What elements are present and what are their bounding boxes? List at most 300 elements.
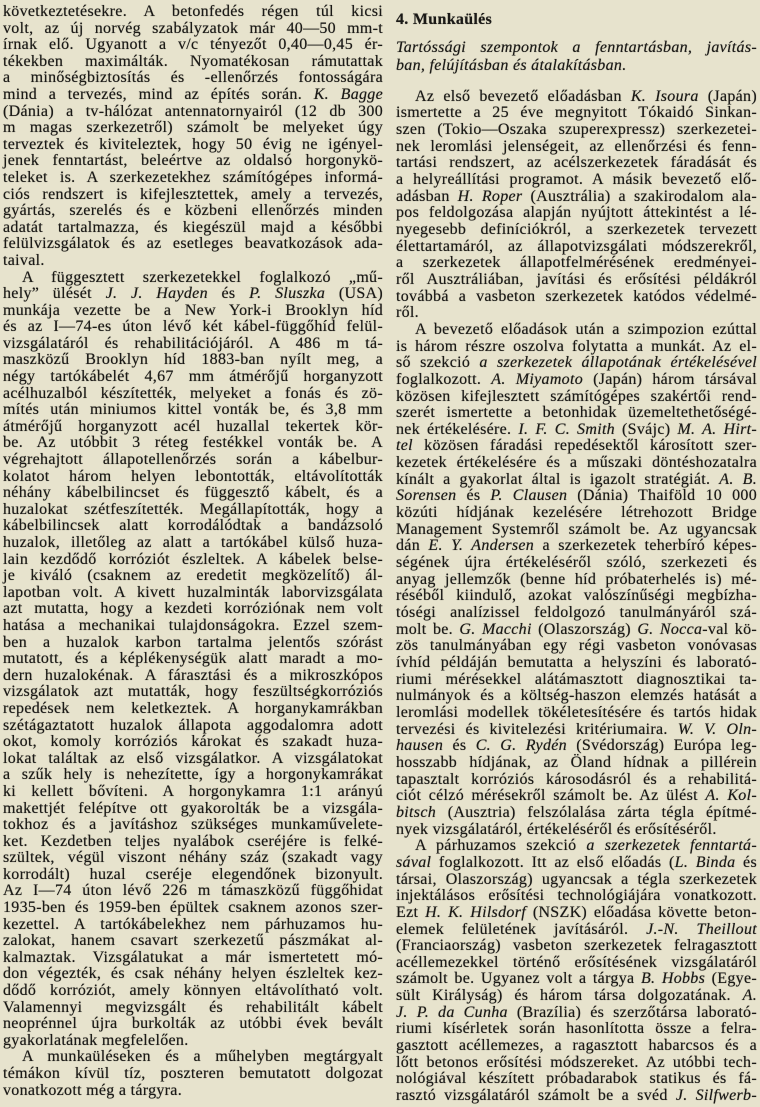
text-line bbox=[3, 153, 383, 170]
text-line bbox=[3, 668, 383, 685]
line-text: A bevezető előadások után a szimpozion ezúttal bbox=[415, 320, 757, 338]
text-line bbox=[3, 701, 383, 718]
line-text: m magas szerkezetről) számolt be melyeket úgy bbox=[3, 119, 383, 137]
text-line bbox=[3, 751, 383, 768]
text-line bbox=[3, 966, 383, 983]
text-line bbox=[3, 734, 383, 751]
text-line bbox=[396, 105, 757, 122]
line-text: anyag jellemzők (benne híd próbaterhelés is) mé- bbox=[396, 570, 757, 588]
line-text: (Egye- bbox=[705, 970, 757, 988]
line-text: A függesztett szerkezetekkel foglalkozó „mű- bbox=[22, 268, 383, 286]
line-text: írnak elő. Ugyanott a v/c tényezőt 0,40—0,45 ér- bbox=[3, 36, 383, 54]
italic-text: A. B. bbox=[719, 470, 757, 488]
paragraph bbox=[396, 322, 757, 838]
text-line bbox=[3, 502, 383, 519]
line-text: (Svájc) bbox=[615, 420, 678, 438]
line-text: ket. Kezdetben teljes nyalábok cseréjére is felké- bbox=[3, 832, 383, 850]
line-text: mind a tervezés, mind az építés során. bbox=[3, 85, 314, 103]
line-text: je kiváló (csaknem az eredetit megközelítő) ál- bbox=[3, 567, 383, 585]
line-text: okot, komoly korróziós károkat és szakadt huza- bbox=[3, 733, 383, 751]
italic-text: sával bbox=[396, 853, 432, 871]
text-line bbox=[3, 651, 383, 668]
text-line bbox=[3, 684, 383, 701]
line-text: tervezési és kivitelezési kritériumaira. bbox=[396, 720, 678, 738]
text-line bbox=[3, 933, 383, 950]
section-subtitle bbox=[396, 39, 757, 74]
text-line bbox=[396, 788, 757, 805]
text-line bbox=[396, 572, 757, 589]
line-text: makettjét felépítve ott gyakorolták be a vizsgála- bbox=[3, 799, 383, 817]
italic-text: M. A. Hirt- bbox=[677, 420, 758, 438]
text-line bbox=[3, 236, 383, 253]
line-text: gyártás, szerelés és e közbeni ellenőrzés minden bbox=[3, 202, 383, 220]
line-text: Tartóssági szempontok a fenntartásban, javítás- bbox=[396, 39, 757, 57]
paragraph bbox=[3, 270, 383, 1050]
text-line bbox=[3, 950, 383, 967]
line-text: vonatkozott még a tárgyra. bbox=[3, 1081, 183, 1099]
text-line bbox=[3, 21, 383, 38]
line-text: tóségi analízissel feldolgozó tanulmányáról szá- bbox=[396, 604, 757, 622]
text-line bbox=[396, 438, 757, 455]
line-text: (Brazília) és szerzőtársa laborató- bbox=[507, 1003, 757, 1021]
text-line bbox=[3, 983, 383, 1000]
italic-text: Sorensen bbox=[396, 487, 457, 505]
line-text: (Franciaország) vasbeton szerkezetek felragasztott bbox=[396, 937, 757, 955]
line-text: kalmaztak. Vizsgálatukat a már ismertetett mó- bbox=[3, 948, 383, 966]
line-text: tokhoz és a javításhoz szükséges munkaművelete- bbox=[3, 816, 383, 834]
text-line bbox=[3, 187, 383, 204]
text-line bbox=[3, 535, 383, 552]
line-text: Az I—74 úton lévő 226 m támaszközű függőhidat bbox=[3, 882, 383, 900]
line-text: nológiával készített próbadarabok statikus és fá- bbox=[396, 1070, 757, 1088]
line-text: neoprénnel újra burkolták az utóbbi évek bevált bbox=[3, 1015, 383, 1033]
line-text: közúti hídjának kezelésére létrehozott Bridge bbox=[396, 504, 757, 522]
text-line bbox=[3, 336, 383, 353]
line-text: huzalokat szétfeszítették. Megállapították, hogy a bbox=[3, 500, 383, 518]
line-text: nyegesebb definíciókról, a szerkezetek tervezett bbox=[396, 220, 757, 238]
line-text: leromlási modellek tökéletesítésére és tartós hidak bbox=[396, 703, 757, 721]
line-text: don végezték, és csak néhány helyen észleltek kez- bbox=[3, 965, 383, 983]
line-text: és bbox=[443, 737, 476, 755]
text-line bbox=[3, 568, 383, 585]
italic-text: J. Silfwerb- bbox=[675, 1087, 757, 1105]
line-text: mutatott, és a képlékenységük alatt maradt a mo- bbox=[3, 650, 383, 668]
italic-text: J. P. da Cunha bbox=[396, 1003, 508, 1021]
italic-text: H. K. Hilsdorf bbox=[425, 903, 526, 921]
line-text: (Japán) három társával bbox=[583, 370, 757, 388]
text-line bbox=[396, 905, 757, 922]
line-text: azt mutatta, hogy a kezdeti korróziónak nem volt bbox=[3, 600, 383, 618]
line-text: témákon kívül tíz, poszteren bemutatott dolgozat bbox=[3, 1065, 383, 1082]
line-text: és bbox=[456, 487, 491, 505]
text-line bbox=[3, 286, 383, 303]
line-text: vizsgálatáról és rehabilitációjáról. A 486 m tá- bbox=[3, 334, 383, 352]
text-line bbox=[396, 705, 757, 722]
italic-text: A. Miyamoto bbox=[491, 370, 584, 388]
line-text: kezetek értékelésére és a műszaki döntéshozatalra bbox=[396, 454, 757, 472]
text-line bbox=[396, 938, 757, 955]
italic-text: L. Binda bbox=[674, 853, 736, 871]
line-text: (Svédország) Európa leg- bbox=[566, 737, 757, 755]
text-line bbox=[3, 552, 383, 569]
text-line bbox=[3, 452, 383, 469]
line-text: adásban bbox=[396, 187, 458, 205]
line-text: (Japán) bbox=[698, 87, 757, 105]
italic-text: A. bbox=[742, 987, 757, 1005]
text-line bbox=[3, 402, 383, 419]
line-text: a helyreállítási programot. A másik bevezető elő- bbox=[396, 170, 757, 188]
text-line bbox=[3, 834, 383, 851]
line-text: hosszabb hídjának, az Öland hídnak a pillérein bbox=[396, 753, 757, 771]
line-text: ban, felújításban és átalakításban. bbox=[396, 56, 627, 74]
text-line bbox=[3, 319, 383, 336]
line-text: kínált a gyakorlat által is igazolt stratégiát. bbox=[396, 470, 720, 488]
line-text: kezettel. A tartókábelekhez nem párhuzamos hu- bbox=[3, 915, 383, 933]
text-line bbox=[396, 239, 757, 256]
paragraph bbox=[3, 4, 383, 270]
line-text: dern huzalokénak. A fárasztási és a mikroszkópos bbox=[3, 666, 383, 684]
line-text: is három részre oszolva folytatta a munkát. Az el- bbox=[396, 337, 757, 355]
text-line bbox=[3, 70, 383, 87]
line-text: jenek fenntartást, beleértve az oldalsó horgonykö- bbox=[3, 152, 383, 170]
text-line bbox=[396, 538, 757, 555]
text-line bbox=[3, 4, 383, 21]
line-text: lőtt betonos erősítési módszereket. Az utóbbi tech- bbox=[396, 1053, 757, 1071]
paragraph bbox=[3, 1049, 383, 1099]
line-text: társai, Olaszország) ugyancsak a tégla szerkezetek bbox=[396, 870, 757, 888]
text-line bbox=[396, 605, 757, 622]
line-text: injektálásos erősítési technológiájára vonatkozott. bbox=[396, 887, 757, 905]
line-text: gyakorlatának megfelelően. bbox=[3, 1031, 189, 1049]
text-line bbox=[396, 1021, 757, 1038]
text-line bbox=[3, 352, 383, 369]
line-text: szétágaztatott huzalok állapota aggodalomra adott bbox=[3, 716, 383, 734]
text-line bbox=[396, 57, 757, 75]
line-text: nulmányok és a költség-haszon elemzés hatását a bbox=[396, 687, 757, 705]
text-line bbox=[3, 850, 383, 867]
line-text: dán bbox=[396, 537, 429, 555]
text-line bbox=[396, 1055, 757, 1072]
text-line bbox=[3, 718, 383, 735]
line-text: terveztek és kiviteleztek, hogy 50 évig ne igényel- bbox=[3, 135, 383, 153]
line-text: továbbá a vasbeton szerkezetek katódos védelmé- bbox=[396, 287, 757, 305]
text-line bbox=[396, 472, 757, 489]
line-text: nek leromlási jelenségeit, az ellenőrzési és fenn- bbox=[396, 137, 757, 155]
text-line bbox=[396, 638, 757, 655]
text-line bbox=[3, 900, 383, 917]
italic-text: bitsch bbox=[396, 803, 437, 821]
text-line bbox=[3, 767, 383, 784]
text-line bbox=[3, 518, 383, 535]
line-text: 1935-ben és 1959-ben épültek csaknem azonos szer- bbox=[3, 899, 383, 917]
italic-text: B. Hobbs bbox=[640, 970, 706, 988]
line-text: szen (Tokio—Oszaka szuperexpressz) szerkezetei- bbox=[396, 121, 757, 138]
line-text: elemek felületének javításáról. bbox=[396, 920, 647, 938]
line-text: (NSZK) előadása követte beton- bbox=[525, 903, 757, 921]
text-line bbox=[396, 1038, 757, 1055]
line-text: ismertette a 25 éve megnyitott Tókaidó Sinkan- bbox=[396, 104, 757, 122]
text-line bbox=[396, 455, 757, 472]
text-line bbox=[396, 1005, 757, 1022]
text-line bbox=[396, 355, 757, 372]
italic-text: P. Sluszka bbox=[249, 285, 326, 303]
text-line bbox=[3, 1049, 383, 1066]
line-text: zös tanulmányában egy régi vasbeton vonóvasas bbox=[396, 637, 757, 655]
text-line bbox=[396, 305, 757, 322]
text-line bbox=[3, 270, 383, 287]
text-line bbox=[3, 485, 383, 502]
text-line bbox=[396, 688, 757, 705]
text-line bbox=[396, 255, 757, 272]
italic-text: tel bbox=[396, 437, 413, 455]
line-text: és az I—74-es úton lévő két kábel-függőhíd felül- bbox=[3, 318, 383, 336]
line-text: ről. bbox=[396, 304, 419, 322]
line-text: átmérőjű horganyzott acél huzallal tekertek kör- bbox=[3, 417, 383, 435]
text-line bbox=[396, 39, 757, 57]
line-text: (Dánia) Thaiföld 10 000 bbox=[567, 487, 757, 505]
line-text: ségének újra értékeléséről szóló, szerkezeti és bbox=[396, 554, 757, 572]
text-line bbox=[396, 672, 757, 689]
line-text: ki kellett bővíteni. A horgonykamra 1:1 arányú bbox=[3, 782, 383, 800]
text-line bbox=[396, 955, 757, 972]
line-text: (Dánia) a tv-hálózat antennatornyairól (12 db 300 bbox=[3, 102, 383, 120]
line-text: gasztott acéllemezes, a ragasztott habarcsos és a bbox=[396, 1037, 757, 1055]
paragraph bbox=[396, 838, 757, 1105]
text-line bbox=[396, 222, 757, 239]
line-text: teleket is. A szerkezetekhez számítógépes informá- bbox=[3, 168, 383, 186]
text-line bbox=[3, 635, 383, 652]
italic-text: G. Nocca bbox=[637, 620, 703, 638]
italic-text: I. F. C. Smith bbox=[518, 420, 615, 438]
text-line bbox=[396, 988, 757, 1005]
text-line bbox=[3, 1000, 383, 1017]
line-text: foglalkozott. bbox=[396, 370, 492, 388]
text-line bbox=[3, 1066, 383, 1083]
line-text: pos feldolgozása alapján nyújtott áttekintést a lé- bbox=[396, 204, 757, 222]
line-text: nek értékelésére. bbox=[396, 420, 519, 438]
text-line bbox=[3, 104, 383, 121]
text-line bbox=[396, 505, 757, 522]
text-line bbox=[3, 817, 383, 834]
line-text: néhány kábelbilincset és függesztő kábelt, és a bbox=[3, 484, 383, 502]
line-text: tékekben maximálták. Nyomatékosan rámutattak bbox=[3, 52, 383, 70]
line-text: huzalok, illetőleg az alatt a tartókábel külső huza- bbox=[3, 534, 383, 551]
line-text: lapotban volt. A kivett huzalminták laborvizsgálata bbox=[3, 583, 383, 601]
text-line bbox=[396, 888, 757, 905]
line-text: tapasztalt korróziós károsodásról és a rehabilitá- bbox=[396, 770, 757, 788]
text-line bbox=[396, 822, 757, 839]
line-text: molt be. bbox=[396, 620, 460, 638]
line-text: maszközű Brooklyn híd 1883-ban nyílt meg, a bbox=[3, 351, 383, 369]
line-text: dődő korróziót, amely könnyen eltávolítható volt. bbox=[3, 982, 383, 1000]
text-line bbox=[3, 37, 383, 54]
italic-text: H. Roper bbox=[457, 187, 523, 205]
text-line bbox=[396, 555, 757, 572]
text-line bbox=[396, 389, 757, 406]
text-line bbox=[396, 322, 757, 339]
text-line bbox=[396, 522, 757, 539]
line-text: kolatot három helyen lebontották, eltávolították bbox=[3, 467, 383, 485]
line-text: négy tartókábelét 4,67 mm átmérőjű horganyzott bbox=[3, 368, 383, 386]
line-text: tartási rendszert, az acélszerkezetek fáradását és bbox=[396, 154, 757, 172]
text-line bbox=[3, 220, 383, 237]
line-text: taival. bbox=[3, 251, 45, 269]
text-line bbox=[396, 738, 757, 755]
text-line bbox=[3, 87, 383, 104]
text-line bbox=[396, 155, 757, 172]
italic-text: a szerkezetek fenntartá- bbox=[586, 837, 757, 855]
italic-text: W. V. Oln- bbox=[677, 720, 757, 738]
text-line bbox=[396, 122, 757, 139]
line-text: (Olaszország) bbox=[531, 620, 638, 638]
line-text: acélhuzalból készítették, melyeket a fonás és zö- bbox=[3, 384, 383, 402]
section-heading: 4. Munkaülés bbox=[396, 10, 493, 28]
text-line bbox=[396, 838, 757, 855]
text-line bbox=[3, 883, 383, 900]
text-line bbox=[3, 369, 383, 386]
text-line bbox=[396, 488, 757, 505]
line-text: riumi kísérletek során hasonlította össze a felra- bbox=[396, 1020, 757, 1038]
line-text: ívhíd példáján bemutatta a helyszíni és laborató- bbox=[396, 654, 757, 671]
text-line bbox=[3, 170, 383, 187]
line-text: és bbox=[735, 853, 757, 871]
text-line bbox=[3, 386, 383, 403]
line-text: (Ausztrália) a szakirodalom ala- bbox=[522, 187, 757, 205]
line-text: vizsgálatok azt mutatták, hogy feszültségkorróziós bbox=[3, 683, 383, 701]
text-line bbox=[3, 1033, 383, 1050]
text-line bbox=[396, 172, 757, 189]
line-text: közösen fáradási repedésektől károsított szer- bbox=[412, 437, 757, 455]
line-text: ről Ausztráliában, javítási és erősítési példákról bbox=[396, 270, 757, 288]
text-line bbox=[3, 917, 383, 934]
text-line bbox=[3, 601, 383, 618]
text-line bbox=[396, 189, 757, 206]
line-text: korrodált) huzal cseréje elegendőnek bizonyult. bbox=[3, 865, 383, 883]
line-text: A munkaüléseken és a műhelyben megtárgyalt bbox=[22, 1048, 383, 1066]
line-text: közösen kifejlesztett számítógépes szakértői rend- bbox=[396, 387, 757, 405]
line-text: kábelbilincsek alatt korrodálódtak a bandázsoló bbox=[3, 517, 383, 535]
text-line bbox=[396, 139, 757, 156]
text-line bbox=[396, 872, 757, 889]
text-line bbox=[396, 855, 757, 872]
line-text: szültek, végül viszont néhány száz (szakadt vagy bbox=[3, 849, 383, 867]
line-text: és bbox=[207, 285, 250, 303]
line-text: foglalkozott. Itt az első előadás ( bbox=[431, 853, 675, 871]
italic-text: E. Y. Andersen bbox=[428, 537, 535, 555]
line-text: (USA) bbox=[325, 285, 384, 303]
text-line bbox=[396, 655, 757, 672]
line-text: A párhuzamos szekció bbox=[415, 837, 587, 855]
line-text: hely” ülését bbox=[3, 285, 106, 303]
text-line bbox=[396, 622, 757, 639]
right-column-body bbox=[396, 89, 757, 1105]
line-text: adatát tartalmazza, és kiegészül majd a későbbi bbox=[3, 218, 383, 236]
line-text: a szűk hely is nehezítette, így a horgonykamrákat bbox=[3, 766, 383, 784]
text-line bbox=[396, 372, 757, 389]
italic-text: P. Clausen bbox=[490, 487, 568, 505]
text-line bbox=[3, 303, 383, 320]
line-text: végrehajtott állapotellenőrzés során a kábelbur- bbox=[3, 451, 383, 469]
line-text: lain kezdődő korróziót észleltek. A kábelek belse- bbox=[3, 550, 383, 568]
paragraph bbox=[396, 89, 757, 322]
line-text: a minőségbiztosítás és -ellenőrzés fontosságára bbox=[3, 69, 383, 87]
line-text: szerét ismertette a betonhidak üzemeltethetőségé- bbox=[396, 404, 757, 422]
line-text: felülvizsgálatok és az esetleges beavatkozások ada- bbox=[3, 235, 383, 253]
text-line bbox=[396, 805, 757, 822]
text-line bbox=[396, 1088, 757, 1105]
italic-text: G. Macchi bbox=[459, 620, 532, 638]
line-text: munkája vezette be a New York-i Brooklyn híd bbox=[3, 301, 383, 319]
italic-text: C. G. Rydén bbox=[475, 737, 567, 755]
text-line bbox=[3, 1016, 383, 1033]
text-line bbox=[396, 205, 757, 222]
text-line bbox=[396, 722, 757, 739]
line-text: a szerkezetek teherbíró képes- bbox=[534, 537, 757, 555]
text-line bbox=[396, 89, 757, 106]
text-line bbox=[3, 419, 383, 436]
line-text: rasztó vizsgálatáról számolt be a svéd bbox=[396, 1087, 676, 1105]
line-text: volt, az új norvég szabályzatok már 40—50 mm-t bbox=[3, 19, 383, 37]
text-line bbox=[396, 971, 757, 988]
text-line bbox=[396, 339, 757, 356]
text-line bbox=[396, 289, 757, 306]
line-text: Az első bevezető előadásban bbox=[415, 87, 631, 105]
line-text: nyek vizsgálatáról, értékeléséről és erősítéséről. bbox=[396, 820, 717, 838]
text-line bbox=[396, 422, 757, 439]
line-text: zalokat, hanem csavart szerkezetű pászmákat al- bbox=[3, 932, 383, 950]
line-text: sült Királyság) és három társa dolgozatának. bbox=[396, 987, 743, 1005]
line-text: réséből kiindulő, azokat valószínűségi megbízha- bbox=[396, 587, 757, 605]
text-line bbox=[3, 469, 383, 486]
line-text: ciót célzó mérésekről számolt be. Az ülést bbox=[396, 787, 706, 805]
text-line bbox=[3, 867, 383, 884]
italic-text: a szerkezetek állapotának értékelésével bbox=[479, 354, 757, 372]
text-line bbox=[3, 784, 383, 801]
line-text: ben a huzalok karbon tartalma jelentős szórást bbox=[3, 633, 383, 651]
line-text: számolt be. Ugyanez volt a tárgya bbox=[396, 970, 641, 988]
line-text: élettartamáról, az állapotvizsgálati módszerekről, bbox=[396, 237, 757, 255]
line-text: (Ausztria) felszólalása zárta tégla építmé- bbox=[436, 803, 757, 821]
line-text: repedések nem keletkeztek. A horganykamrákban bbox=[3, 699, 383, 717]
right-column bbox=[396, 0, 757, 1107]
line-text: ső szekció bbox=[396, 354, 480, 372]
text-line bbox=[3, 137, 383, 154]
text-line bbox=[3, 435, 383, 452]
italic-text: K. Bagge bbox=[313, 85, 383, 103]
text-line bbox=[3, 585, 383, 602]
line-text: riumi mérésekkel alátámasztott diagnosztikai ta- bbox=[396, 670, 757, 688]
text-line bbox=[3, 203, 383, 220]
line-text: acéllemezekkel történő erősítésének vizsgálatáról bbox=[396, 953, 757, 971]
text-line bbox=[396, 755, 757, 772]
left-column bbox=[3, 4, 383, 1099]
line-text: Ezt bbox=[396, 903, 426, 921]
line-text: ciós rendszert is kifejlesztettek, amely a tervezés, bbox=[3, 185, 383, 203]
text-line bbox=[396, 922, 757, 939]
text-line bbox=[396, 772, 757, 789]
text-line bbox=[3, 618, 383, 635]
text-line bbox=[3, 54, 383, 71]
line-text: hatása a mechanikai tulajdonságokra. Ezzel szem- bbox=[3, 616, 383, 634]
line-text: mítés után miniumos kittel vonták be, és 3,8 mm bbox=[3, 401, 383, 419]
italic-text: J.-N. Theillout bbox=[646, 920, 757, 938]
line-text: Management Systemről számolt be. Az ugyancsak bbox=[396, 520, 757, 538]
italic-text: K. Isoura bbox=[630, 87, 699, 105]
text-line bbox=[396, 272, 757, 289]
text-line bbox=[3, 1083, 383, 1100]
text-line bbox=[3, 120, 383, 137]
line-text: következtetésekre. A betonfedés régen túl kicsi bbox=[3, 3, 383, 20]
